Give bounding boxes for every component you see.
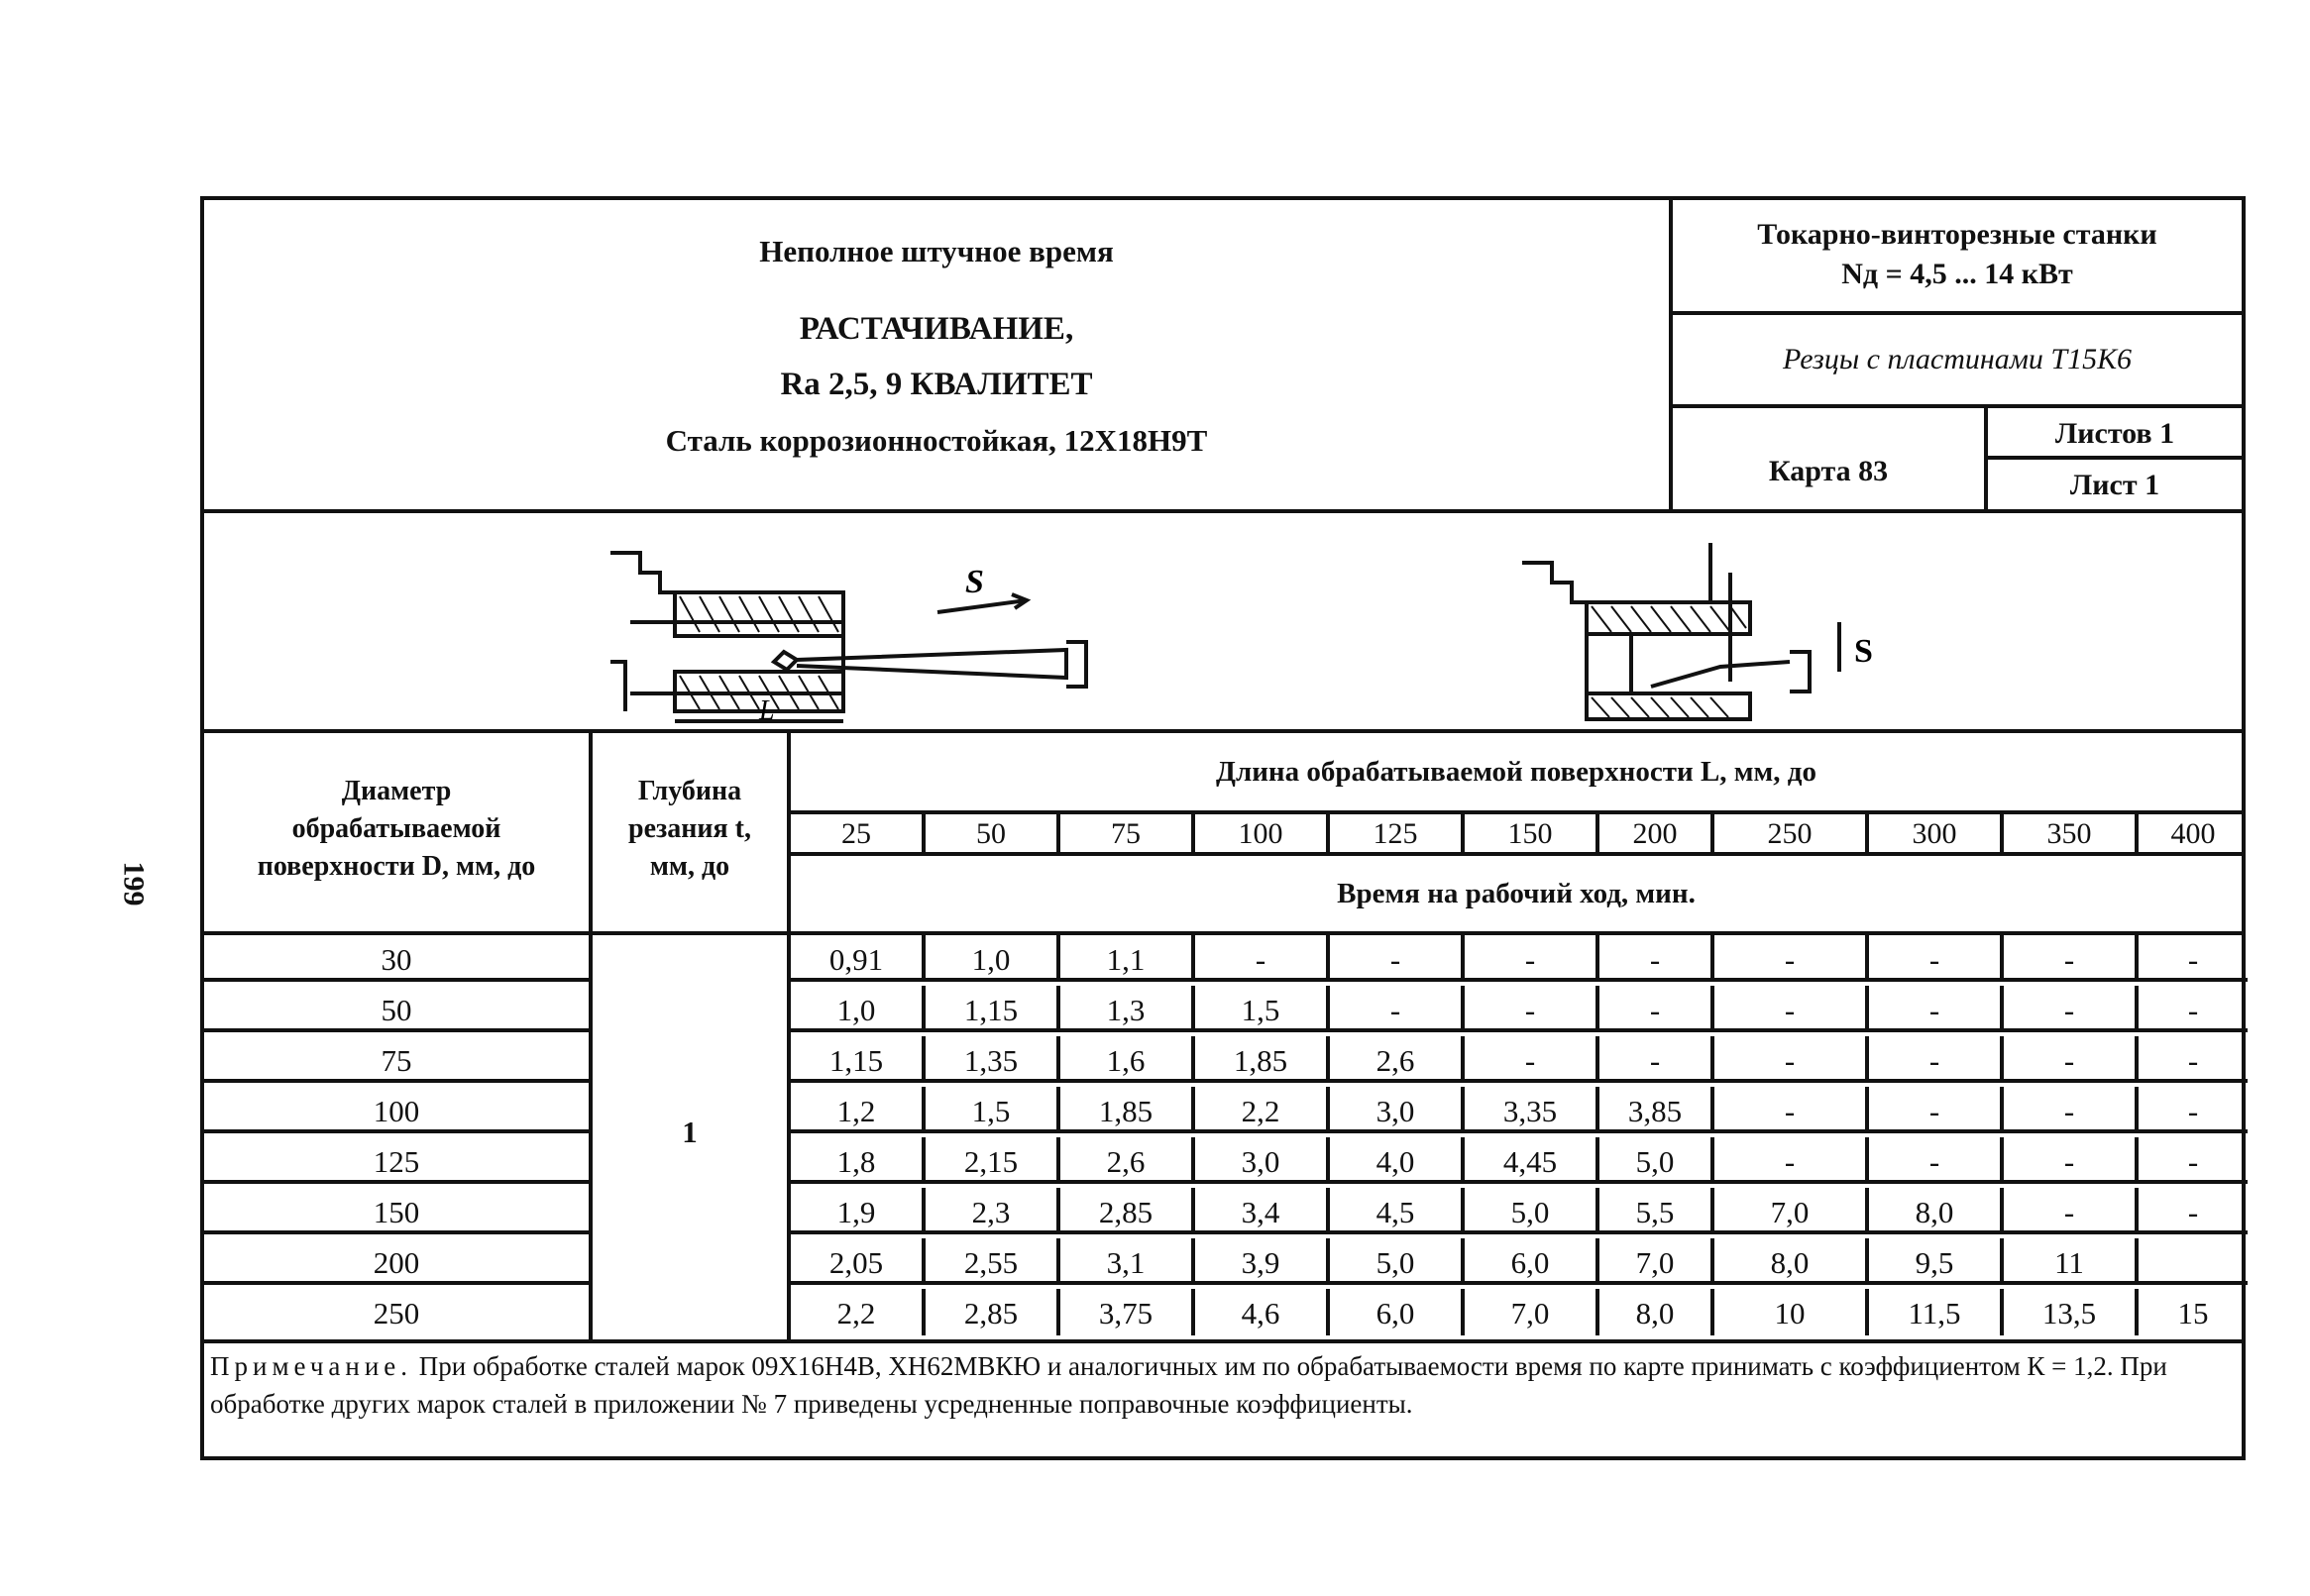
hatch-bottom-right [1592, 697, 1728, 717]
diameter-cell: 200 [204, 1238, 589, 1285]
time-cell: - [2139, 986, 2248, 1032]
time-cell: - [1465, 1036, 1599, 1083]
time-cell: - [1869, 986, 2004, 1032]
time-cell: 1,5 [926, 1087, 1060, 1133]
note-label: Примечание. [210, 1351, 413, 1381]
feed-arrow-left [937, 600, 1027, 612]
chuck-outline-left-bottom [610, 662, 625, 711]
time-cell: 4,5 [1330, 1188, 1465, 1234]
length-cell: 25 [791, 814, 926, 852]
operation-sketch [204, 513, 2242, 733]
time-cell: - [1869, 1036, 2004, 1083]
time-cell: 3,9 [1195, 1238, 1330, 1285]
time-cell: 5,0 [1465, 1188, 1599, 1234]
length-time-block [791, 733, 2242, 1339]
depth-header-1: Глубина [637, 776, 742, 806]
card-frame [200, 196, 2246, 1460]
time-cell: 2,2 [791, 1289, 926, 1335]
time-cell: 15 [2177, 1296, 2209, 1330]
time-cell: 7,0 [1599, 1238, 1714, 1285]
header-divider [593, 931, 787, 935]
time-cell: 11,5 [1869, 1289, 2004, 1335]
page-number: 199 [117, 861, 151, 906]
machine-info [1673, 200, 2242, 315]
length-cell: 300 [1869, 814, 2004, 852]
time-cell: 1,6 [1060, 1036, 1195, 1083]
diameter-cell: 75 [204, 1036, 589, 1083]
time-cell: 1,8 [791, 1137, 926, 1184]
title-block [204, 200, 1673, 509]
time-cell: - [2139, 1188, 2248, 1234]
time-cell: 7,0 [1714, 1188, 1869, 1234]
length-cell: 100 [1195, 814, 1330, 852]
diameter-header-3: поверхности D, мм, до [257, 851, 536, 882]
machine-power: Nд = 4,5 ... 14 кВт [1841, 258, 2073, 290]
time-cell: - [1714, 986, 1869, 1032]
time-cell: 2,3 [926, 1188, 1060, 1234]
time-cell: 3,0 [1195, 1137, 1330, 1184]
length-cell: 400 [2170, 817, 2216, 850]
time-cell: 6,0 [1465, 1238, 1599, 1285]
time-cell: - [1714, 935, 1869, 982]
diameter-cell: 30 [204, 935, 589, 982]
time-cell: 1,35 [926, 1036, 1060, 1083]
time-cell: 3,4 [1195, 1188, 1330, 1234]
time-cell: - [1599, 1036, 1714, 1083]
time-cell: 1,85 [1060, 1087, 1195, 1133]
time-cell: 2,85 [926, 1289, 1060, 1335]
time-cell: - [1714, 1036, 1869, 1083]
time-cell: - [1330, 935, 1465, 982]
time-cell: - [1869, 1087, 2004, 1133]
card-number: Карта 83 [1673, 408, 1988, 509]
time-cell: - [1195, 935, 1330, 982]
time-cell: - [2004, 1188, 2139, 1234]
diameter-cell: 125 [204, 1137, 589, 1184]
time-cell: 2,2 [1195, 1087, 1330, 1133]
time-cell: 0,91 [791, 935, 926, 982]
time-cell: - [2004, 986, 2139, 1032]
hatch-top-right [1592, 606, 1746, 632]
time-cell: 13,5 [2004, 1289, 2139, 1335]
time-cell: 2,15 [926, 1137, 1060, 1184]
sheets-total: Листов 1 [1988, 408, 2242, 460]
time-cell: 5,0 [1599, 1137, 1714, 1184]
hatch-top-left [680, 596, 838, 632]
time-cell: 2,6 [1330, 1036, 1465, 1083]
depth-header-3: мм, до [649, 851, 730, 882]
note-text: При обработке сталей марок 09Х16Н4В, ХН62МВКЮ и аналогичных им по обрабатываемости время по карте принимать с коэффициентом К = 1,2. При обработке других марок сталей в приложении № 7 приведены усредненные поправочные коэффициенты. [210, 1351, 2167, 1419]
time-cell: - [2139, 1087, 2248, 1133]
time-table [204, 733, 2242, 1339]
title-roughness: Ra 2,5, 9 КВАЛИТЕТ [780, 367, 1093, 402]
time-cell: 8,0 [1714, 1238, 1869, 1285]
length-cell: 200 [1599, 814, 1714, 852]
diameter-column [204, 733, 593, 1339]
time-cell: 1,5 [1195, 986, 1330, 1032]
time-cell: 1,1 [1060, 935, 1195, 982]
time-cell: - [2004, 1137, 2139, 1184]
time-cell: 6,0 [1330, 1289, 1465, 1335]
time-cell: 5,5 [1599, 1188, 1714, 1234]
diameter-header-2: обрабатываемой [291, 813, 501, 844]
machine-type: Токарно-винторезные станки [1757, 218, 2157, 251]
info-block [1673, 200, 2242, 509]
time-cell: 4,45 [1465, 1137, 1599, 1184]
length-cell: 150 [1465, 814, 1599, 852]
time-cell: 1,0 [926, 935, 1060, 982]
time-cell: - [1714, 1137, 1869, 1184]
note [204, 1339, 2242, 1456]
length-cell: 50 [926, 814, 1060, 852]
diameter-cell: 100 [204, 1087, 589, 1133]
time-cell: 1,0 [791, 986, 926, 1032]
time-cell: 8,0 [1599, 1289, 1714, 1335]
length-values-row [791, 814, 2242, 856]
time-cell: - [2139, 935, 2248, 982]
cutter-tip-left [774, 652, 797, 670]
diameter-cell: 250 [373, 1296, 420, 1330]
time-cell: - [2004, 1036, 2139, 1083]
time-cell: 7,0 [1465, 1289, 1599, 1335]
time-cell: - [2004, 1087, 2139, 1133]
chuck-outline-right [1522, 563, 1587, 711]
time-cell: 11 [2004, 1238, 2139, 1285]
boring-bar-right [1651, 662, 1790, 687]
time-cell: 8,0 [1869, 1188, 2004, 1234]
time-cell: 9,5 [1869, 1238, 2004, 1285]
time-cell: - [1330, 986, 1465, 1032]
sheet-number: Лист 1 [2069, 469, 2160, 501]
time-cell: 2,55 [926, 1238, 1060, 1285]
time-cell: - [1714, 1087, 1869, 1133]
time-cell: 1,9 [791, 1188, 926, 1234]
time-cell: 3,75 [1060, 1289, 1195, 1335]
time-cell: 3,35 [1465, 1087, 1599, 1133]
title-operation: РАСТАЧИВАНИЕ, [799, 311, 1074, 347]
time-cell: - [1869, 935, 2004, 982]
depth-value: 1 [682, 1115, 698, 1149]
time-cell [2139, 1238, 2248, 1285]
boring-sketch-drawing [204, 513, 2242, 729]
time-cell: 2,6 [1060, 1137, 1195, 1184]
time-cell: 2,05 [791, 1238, 926, 1285]
tool-info: Резцы с пластинами Т15К6 [1673, 315, 2242, 408]
length-cell: 75 [1060, 814, 1195, 852]
feed-label-left: S [965, 564, 984, 600]
length-cell: 350 [2004, 814, 2139, 852]
length-cell: 125 [1330, 814, 1465, 852]
time-cell: 10 [1714, 1289, 1869, 1335]
time-cell: - [1869, 1137, 2004, 1184]
time-cell: 5,0 [1330, 1238, 1465, 1285]
time-cell: 1,85 [1195, 1036, 1330, 1083]
time-cell: 1,15 [791, 1036, 926, 1083]
diameter-cell: 50 [204, 986, 589, 1032]
time-cell: - [1599, 986, 1714, 1032]
title-material: Сталь коррозионностойкая, 12Х18Н9Т [665, 423, 1208, 458]
time-cell: 2,85 [1060, 1188, 1195, 1234]
length-cell: 250 [1714, 814, 1869, 852]
time-cell: - [1465, 986, 1599, 1032]
depth-header-2: резания t, [628, 813, 751, 844]
time-cell: - [2004, 935, 2139, 982]
depth-column [593, 733, 791, 1339]
time-header: Время на рабочий ход, мин. [791, 856, 2242, 935]
card-header [204, 200, 2242, 513]
card-meta [1673, 408, 2242, 509]
diameter-cell: 150 [204, 1188, 589, 1234]
time-cell: 1,2 [791, 1087, 926, 1133]
time-cell: - [2139, 1137, 2248, 1184]
time-cell: 3,1 [1060, 1238, 1195, 1285]
time-cell: 3,0 [1330, 1087, 1465, 1133]
time-cell: 1,15 [926, 986, 1060, 1032]
title-line-1: Неполное штучное время [759, 234, 1114, 268]
time-cell: 3,85 [1599, 1087, 1714, 1133]
time-cell: - [1465, 935, 1599, 982]
feed-label-right: S [1854, 633, 1873, 670]
diameter-header-1: Диаметр [341, 776, 452, 806]
time-cell: - [1599, 935, 1714, 982]
length-header: Длина обрабатываемой поверхности L, мм, до [791, 733, 2242, 814]
time-cell: 1,3 [1060, 986, 1195, 1032]
length-label: L [759, 695, 775, 726]
time-cell: - [2139, 1036, 2248, 1083]
time-cell: 4,6 [1195, 1289, 1330, 1335]
time-cell: 4,0 [1330, 1137, 1465, 1184]
